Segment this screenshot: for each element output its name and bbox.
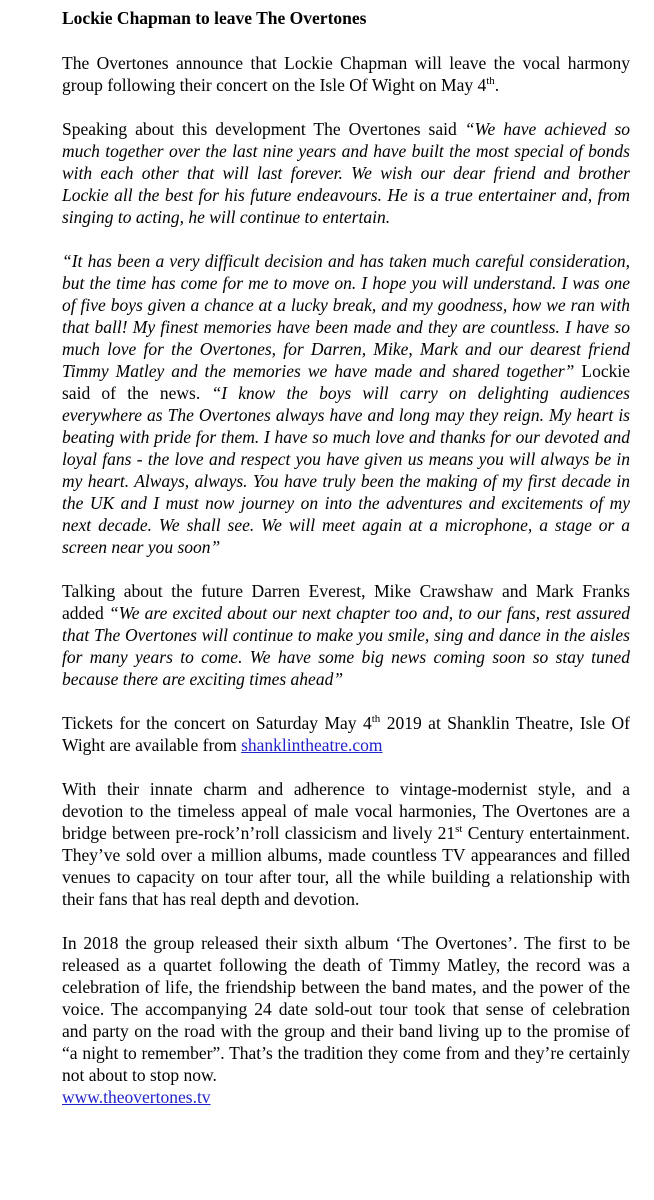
lockie-attribution: Lockie said of the news.: [62, 361, 630, 403]
band-statement-intro: Talking about the future Darren Everest, Mike Crawshaw and Mark Franks added: [62, 581, 630, 623]
overtones-website-link[interactable]: www.theovertones.tv: [62, 1087, 211, 1107]
ordinal-suffix: th: [486, 75, 495, 88]
paragraph-announcement: [62, 52, 630, 96]
paragraph-group-statement: [62, 118, 630, 228]
about-text-2: Century entertainment. They’ve sold over a million albums, made countless TV appearances and filled venues to capacity on tour after tour, all the while building a relationship with their fans that has real depth and devotion.: [62, 823, 630, 909]
band-statement-quote: “We are excited about our next chapter too and, to our fans, rest assured that The Overtones will continue to make you smile, sing and dance in the aisles for many years to come. We have some big news coming soon so stay tuned because there are exciting times ahead”: [62, 603, 630, 689]
shanklin-theatre-link[interactable]: shanklintheatre.com: [241, 735, 383, 755]
group-statement-intro: Speaking about this development The Overtones said: [62, 119, 465, 139]
document-title: Lockie Chapman to leave The Overtones: [62, 8, 367, 28]
ordinal-suffix: th: [371, 713, 381, 726]
about-text-1: With their innate charm and adherence to vintage-modernist style, and a devotion to the timeless appeal of male vocal harmonies, The Overtones are a bridge between pre-rock’n’roll classicism and lively 21: [62, 779, 630, 843]
announcement-end: .: [494, 75, 500, 95]
paragraph-album: [62, 932, 630, 1108]
lockie-quote-1: “It has been a very difficult decision and has taken much careful consideration, but the time has come for me to move on. I hope you will understand. I was one of five boys given a chance at a lucky break, and my goodness, how we ran with that ball! My finest memories have been made and they are countless. I have so much love for the Overtones, for Darren, Mike, Mark and our dearest friend Timmy Matley and the memories we have made and shared together”: [62, 251, 630, 381]
tickets-text-1: Tickets for the concert on Saturday May 4: [62, 713, 372, 733]
announcement-text: The Overtones announce that Lockie Chapman will leave the vocal harmony group following their concert on the Isle Of Wight on May 4: [62, 53, 630, 95]
tickets-text-2: 2019 at Shanklin Theatre, Isle Of Wight are available from: [62, 713, 630, 755]
ordinal-suffix: st: [455, 823, 463, 836]
paragraph-about: [62, 778, 630, 910]
lockie-quote-2: “I know the boys will carry on delighting audiences everywhere as The Overtones always have and long may they reign. My heart is beating with pride for them. I have so much love and thanks for our devoted and loyal fans - the love and respect you have given us means you will always be in my heart. Always, always. You have truly been the making of my first decade in the UK and I must now journey on into the adventures and excitements of my next decade. We shall see. We will meet again at a microphone, a stage or a screen near you soon”: [62, 383, 630, 557]
paragraph-lockie-statement: [62, 250, 630, 558]
album-text: In 2018 the group released their sixth album ‘The Overtones’. The first to be released as a quartet following the death of Timmy Matley, the record was a celebration of life, the friendship between the band mates, and the power of the voice. The accompanying 24 date sold-out tour took that sense of celebration and party on the road with the group and their band living up to the promise of “a night to remember”. That’s the tradition they come from and they’re certainly not about to stop now.: [62, 933, 630, 1085]
group-statement-quote: “We have achieved so much together over the last nine years and have built the most special of bonds with each other that will last forever. We wish our dear friend and brother Lockie all the best for his future endeavours. He is a true entertainer and, from singing to acting, he will continue to entertain.: [62, 119, 631, 227]
paragraph-tickets: [62, 712, 630, 756]
paragraph-band-statement: [62, 580, 630, 690]
